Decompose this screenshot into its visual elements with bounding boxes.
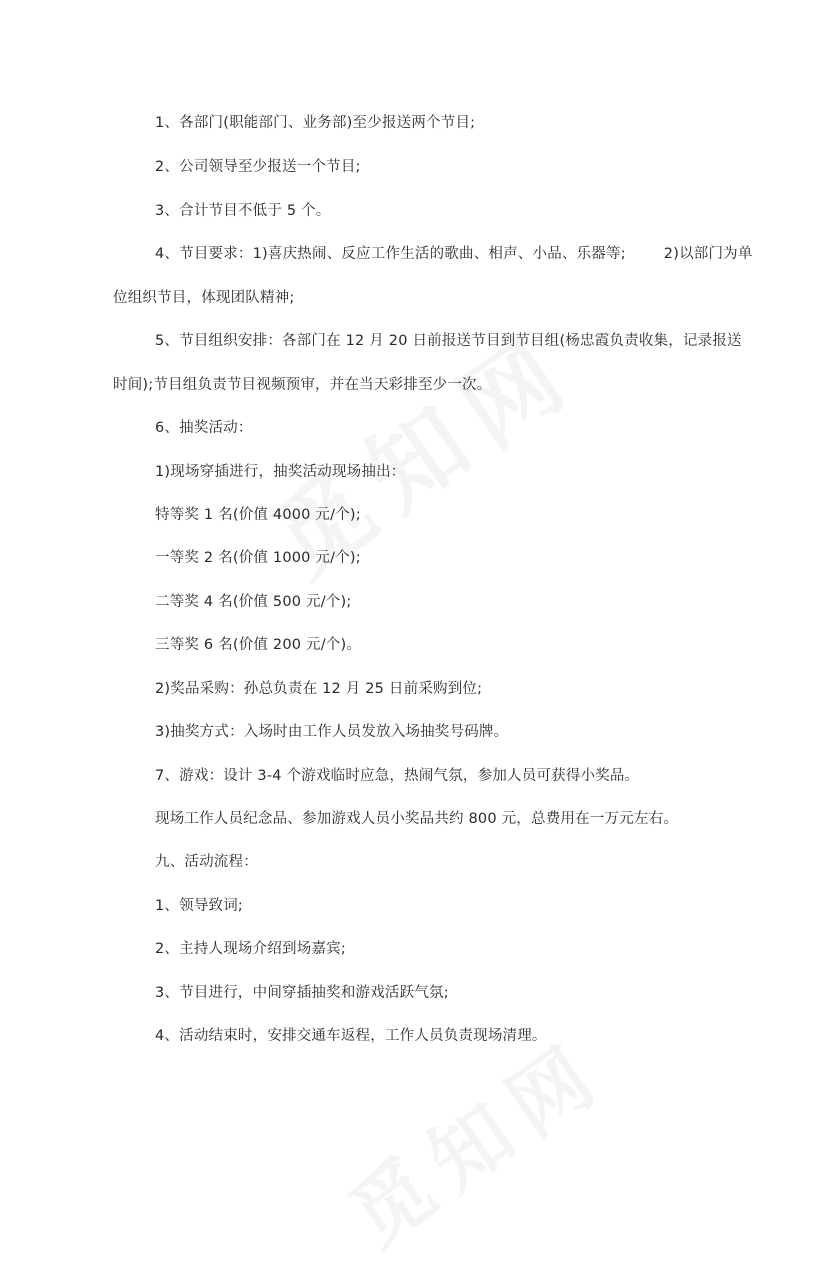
- paragraph-2: 2、公司领导至少报送一个节目;: [155, 159, 361, 175]
- paragraph-1: 1、各部门(职能部门、业务部)至少报送两个节目;: [155, 115, 476, 131]
- section-9-heading: 九、活动流程：: [155, 854, 258, 870]
- flow-step-4: 4、活动结束时，安排交通车返程，工作人员负责现场清理。: [155, 1028, 547, 1044]
- paragraph-7: 7、游戏：设计 3-4 个游戏临时应急，热闹气氛，参加人员可获得小奖品。: [155, 768, 640, 784]
- paragraph-4: [155, 244, 753, 264]
- watermark-bottom: [323, 1008, 625, 1267]
- paragraph-6-3: 3)抽奖方式：入场时由工作人员发放入场抽奖号码牌。: [155, 724, 509, 740]
- paragraph-4-part-1: 4、节目要求：1)喜庆热闹、反应工作生活的歌曲、相声、小品、乐器等;: [155, 246, 626, 262]
- paragraph-3: 3、合计节目不低于 5 个。: [155, 203, 331, 219]
- prize-first: 一等奖 2 名(价值 1000 元/个);: [155, 550, 361, 566]
- flow-step-2: 2、主持人现场介绍到场嘉宾;: [155, 941, 346, 957]
- paragraph-budget: 现场工作人员纪念品、参加游戏人员小奖品共约 800 元，总费用在一万元左右。: [155, 811, 678, 827]
- paragraph-6-heading: 6、抽奖活动：: [155, 420, 253, 436]
- paragraph-5-continued: 时间);节目组负责节目视频预审，并在当天彩排至少一次。: [113, 377, 492, 393]
- paragraph-5: 5、节目组织安排：各部门在 12 月 20 日前报送节目到节目组(杨忠霞负责收集，记录报送: [155, 333, 742, 349]
- prize-second: 二等奖 4 名(价值 500 元/个);: [155, 594, 352, 610]
- paragraph-6-2: 2)奖品采购：孙总负责在 12 月 25 日前采购到位;: [155, 681, 483, 697]
- paragraph-6-1: 1)现场穿插进行，抽奖活动现场抽出：: [155, 464, 406, 480]
- paragraph-4-part-2: 2)以部门为单: [663, 246, 753, 262]
- prize-third: 三等奖 6 名(价值 200 元/个)。: [155, 637, 362, 653]
- paragraph-4-continued: 位组织节目，体现团队精神;: [113, 290, 295, 306]
- flow-step-1: 1、领导致词;: [155, 898, 244, 914]
- prize-special: 特等奖 1 名(价值 4000 元/个);: [155, 507, 361, 523]
- flow-step-3: 3、节目进行，中间穿插抽奖和游戏活跃气氛;: [155, 985, 449, 1001]
